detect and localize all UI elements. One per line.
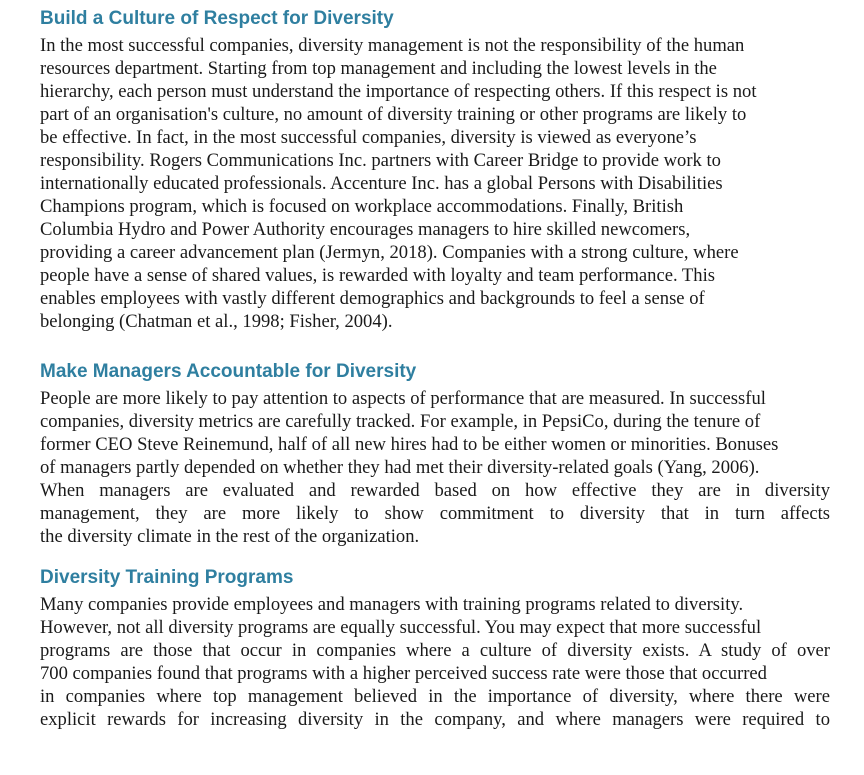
paragraph-line: enables employees with vastly different demographics and backgrounds to feel a sense of — [40, 288, 705, 309]
paragraph-line: companies, diversity metrics are carefully tracked. For example, in PepsiCo, during the tenure of — [40, 411, 761, 432]
section-paragraph — [40, 593, 830, 731]
paragraph-line: However, not all diversity programs are equally successful. You may expect that more successful — [40, 617, 762, 638]
paragraph-line: people have a sense of shared values, is rewarded with loyalty and team performance. This — [40, 265, 715, 286]
paragraph-line: 700 companies found that programs with a higher perceived success rate were those that occurred — [40, 663, 767, 684]
paragraph-line: part of an organisation's culture, no amount of diversity training or other programs are likely to — [40, 104, 747, 125]
paragraph-line: In the most successful companies, diversity management is not the responsibility of the human — [40, 35, 745, 56]
section-paragraph — [40, 387, 830, 548]
paragraph-line: belonging (Chatman et al., 1998; Fisher, 2004). — [40, 311, 393, 332]
paragraph-line: providing a career advancement plan (Jermyn, 2018). Companies with a strong culture, where — [40, 242, 739, 263]
paragraph-line: resources department. Starting from top management and including the lowest levels in the — [40, 58, 717, 79]
paragraph-line: Columbia Hydro and Power Authority encourages managers to hire skilled newcomers, — [40, 219, 691, 240]
paragraph-line: internationally educated professionals. Accenture Inc. has a global Persons with Disabilities — [40, 173, 723, 194]
document-page — [40, 6, 830, 731]
paragraph-line: People are more likely to pay attention to aspects of performance that are measured. In successful — [40, 388, 766, 409]
section-paragraph — [40, 34, 830, 333]
paragraph-line: management, they are more likely to show commitment to diversity that in turn affects — [40, 503, 830, 524]
paragraph-line: Many companies provide employees and managers with training programs related to diversity. — [40, 594, 744, 615]
section-training-programs — [40, 565, 830, 731]
paragraph-line: hierarchy, each person must understand the importance of respecting others. If this respect is not — [40, 81, 757, 102]
paragraph-line: be effective. In fact, in the most successful companies, diversity is viewed as everyone’s — [40, 127, 697, 148]
paragraph-line: explicit rewards for increasing diversity in the company, and where managers were required to — [40, 709, 830, 730]
paragraph-line: responsibility. Rogers Communications Inc. partners with Career Bridge to provide work to — [40, 150, 721, 171]
paragraph-line: former CEO Steve Reinemund, half of all new hires had to be either women or minorities. Bonuses — [40, 434, 779, 455]
paragraph-line: of managers partly depended on whether they had met their diversity-related goals (Yang, 2006). — [40, 457, 760, 478]
section-heading: Build a Culture of Respect for Diversity — [40, 8, 394, 29]
paragraph-line: programs are those that occur in companies where a culture of diversity exists. A study of over — [40, 640, 830, 661]
section-heading: Make Managers Accountable for Diversity — [40, 361, 417, 382]
section-build-culture — [40, 6, 830, 333]
section-heading: Diversity Training Programs — [40, 567, 294, 588]
paragraph-line: Champions program, which is focused on workplace accommodations. Finally, British — [40, 196, 684, 217]
paragraph-line: When managers are evaluated and rewarded based on how effective they are in diversity — [40, 480, 830, 501]
section-managers-accountable — [40, 359, 830, 548]
paragraph-line: in companies where top management believed in the importance of diversity, where there were — [40, 686, 830, 707]
paragraph-line: the diversity climate in the rest of the organization. — [40, 526, 420, 547]
